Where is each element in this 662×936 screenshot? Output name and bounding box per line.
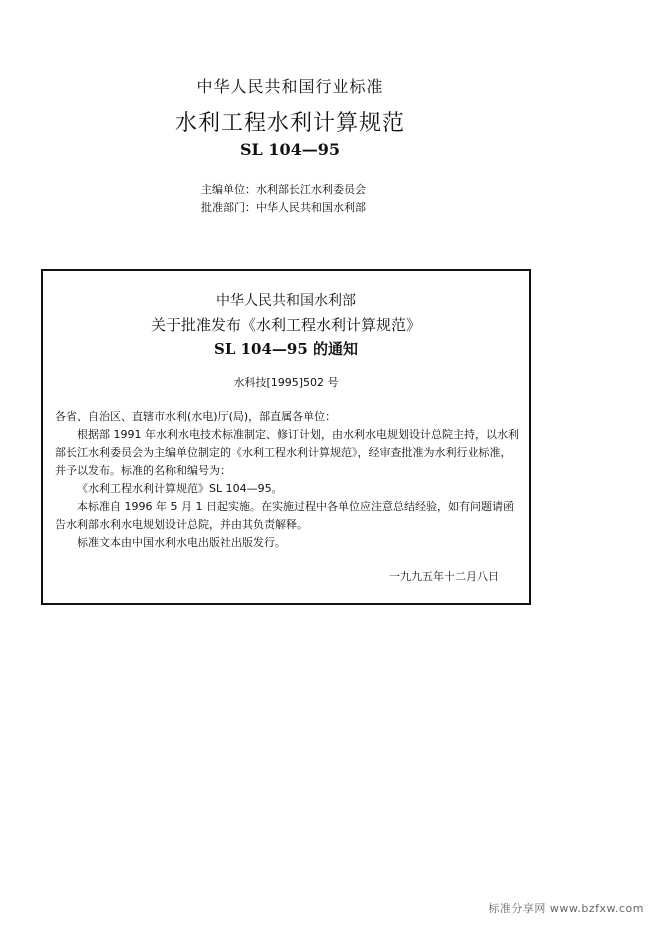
- paragraph: 标准文本由中国水利水电出版社出版发行。: [77, 536, 286, 549]
- notice-issuer: 中华人民共和国水利部: [216, 293, 356, 309]
- approval-department: 批准部门：中华人民共和国水利部: [201, 201, 366, 214]
- notice-title-code: SL 104—95 的通知: [213, 340, 358, 358]
- standard-code: SL 104—95: [239, 140, 341, 159]
- site-watermark: 标准分享网 www.bzfxw.com: [488, 902, 644, 915]
- notice-body: [55, 408, 519, 552]
- paragraph: 根据部 1991 年水利水电技术标准制定、修订计划，由水利水电规划设计总院主持，以水利部长江水利委员会为主编单位制定的《水利工程水利计算规范》，经审查批准为水利行业标准，并予以发布。标准的名称和编号为：: [55, 428, 519, 477]
- paragraph: 本标准自 1996 年 5 月 1 日起实施。在实施过程中各单位应注意总结经验，如有问题请函告水利部水利水电规划设计总院，并由其负责解释。: [55, 500, 514, 531]
- document-number: 水科技[1995]502 号: [233, 376, 339, 389]
- editor-unit: 主编单位：水利部长江水利委员会: [201, 183, 366, 196]
- notice-title: 关于批准发布《水利工程水利计算规范》: [150, 316, 421, 334]
- standard-title: 水利工程水利计算规范: [174, 111, 405, 136]
- salutation: 各省、自治区、直辖市水利(水电)厅(局)，部直属各单位：: [55, 410, 337, 423]
- issue-date: 一九九五年十二月八日: [389, 570, 499, 583]
- standard-category: 中华人民共和国行业标准: [196, 77, 384, 96]
- paragraph: 《水利工程水利计算规范》SL 104—95。: [77, 482, 283, 495]
- notice-box: [41, 269, 531, 605]
